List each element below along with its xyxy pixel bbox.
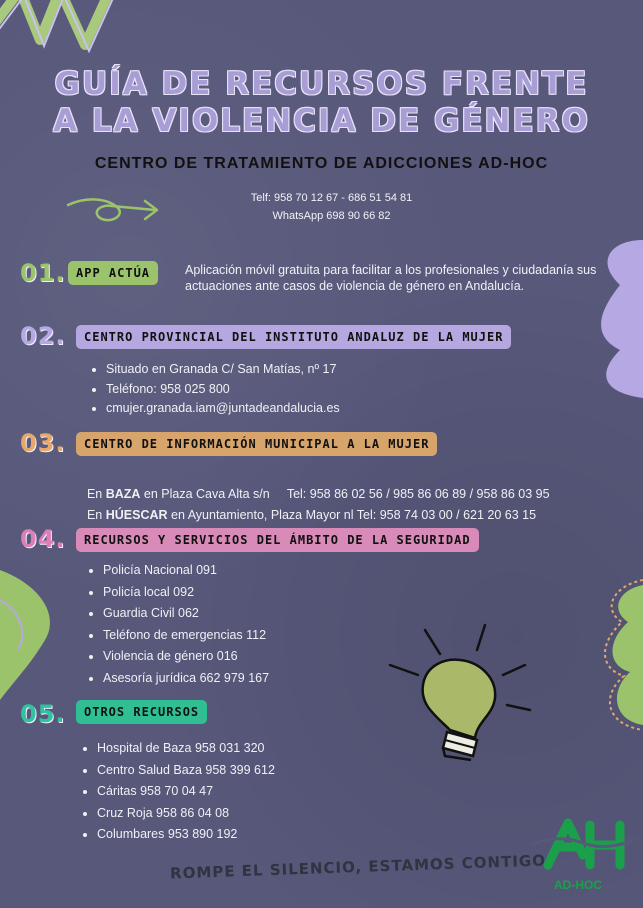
section-3-label: CENTRO DE INFORMACIÓN MUNICIPAL A LA MUJER — [76, 432, 437, 456]
list-item: • Columbares 953 890 192 — [97, 824, 275, 846]
list-item: • Policía local 092 — [103, 582, 269, 604]
section-5-label: OTROS RECURSOS — [76, 700, 207, 724]
list-item: • Guardia Civil 062 — [103, 603, 269, 625]
section-1-number: 01. — [20, 259, 66, 287]
section-5-list — [79, 738, 275, 846]
adhoc-logo — [528, 815, 638, 890]
list-item: • Policía Nacional 091 — [103, 560, 269, 582]
title-line-2: A LA VIOLENCIA DE GÉNERO — [53, 103, 590, 139]
lightbulb-icon — [385, 620, 535, 765]
list-item: • Situado en Granada C/ San Matías, nº 17 — [106, 359, 340, 381]
list-item: • Cáritas 958 70 04 47 — [97, 781, 275, 803]
address-huescar: en Ayuntamiento, Plaza Mayor nl Tel: 958 74 03 00 / 621 20 63 15 — [167, 508, 537, 522]
section-4-number: 04. — [20, 525, 66, 553]
section-3-number: 03. — [20, 429, 66, 457]
slogan: ROMPE EL SILENCIO, ESTAMOS CONTIGO — [169, 851, 547, 883]
list-item: • Cruz Roja 958 86 04 08 — [97, 803, 275, 825]
town-baza: BAZA — [105, 487, 141, 501]
list-item: • Violencia de género 016 — [103, 646, 269, 668]
list-item: • Asesoría jurídica 662 979 167 — [103, 668, 269, 690]
section-4-label: RECURSOS Y SERVICIOS DEL ÁMBITO DE LA SEGURIDAD — [76, 528, 479, 552]
section-4-list — [85, 560, 269, 690]
section-1-description: Aplicación móvil gratuita para facilitar a los profesionales y ciudadanía sus actuaciones ante casos de violencia de género en Andalucía. — [185, 263, 597, 293]
contact-whatsapp: WhatsApp 698 90 66 82 — [272, 210, 391, 222]
section-3-line-huescar — [80, 491, 536, 523]
list-item: • Teléfono: 958 025 800 — [106, 381, 340, 398]
list-item: • Teléfono de emergencias 112 — [103, 625, 269, 647]
logo-text: AD-HOC — [554, 878, 602, 892]
list-item: • Centro Salud Baza 958 399 612 — [97, 760, 275, 782]
logo-mark-icon — [528, 815, 638, 873]
section-2-label: CENTRO PROVINCIAL DEL INSTITUTO ANDALUZ DE LA MUJER — [76, 325, 511, 349]
contact-phone: Telf: 958 70 12 67 - 686 51 54 81 — [250, 192, 413, 204]
subtitle: CENTRO DE TRATAMIENTO DE ADICCIONES AD-HOC — [94, 155, 549, 172]
town-huescar: HÚESCAR — [105, 508, 168, 522]
list-item[interactable]: • cmujer.granada.iam@juntadeandalucia.es — [106, 398, 340, 419]
section-2-list — [88, 359, 340, 419]
title-line-1: GUÍA DE RECURSOS FRENTE — [54, 66, 589, 102]
section-1-label: APP ACTÚA — [68, 261, 158, 285]
address-baza: en Plaza Cava Alta s/n Tel: 958 86 02 56 / 985 86 06 89 / 958 86 03 95 — [140, 487, 550, 501]
prefix: En — [86, 487, 106, 501]
list-item: • Hospital de Baza 958 031 320 — [97, 738, 275, 760]
section-2-number: 02. — [20, 322, 66, 350]
prefix: En — [86, 508, 106, 522]
section-5-number: 05. — [20, 700, 66, 728]
